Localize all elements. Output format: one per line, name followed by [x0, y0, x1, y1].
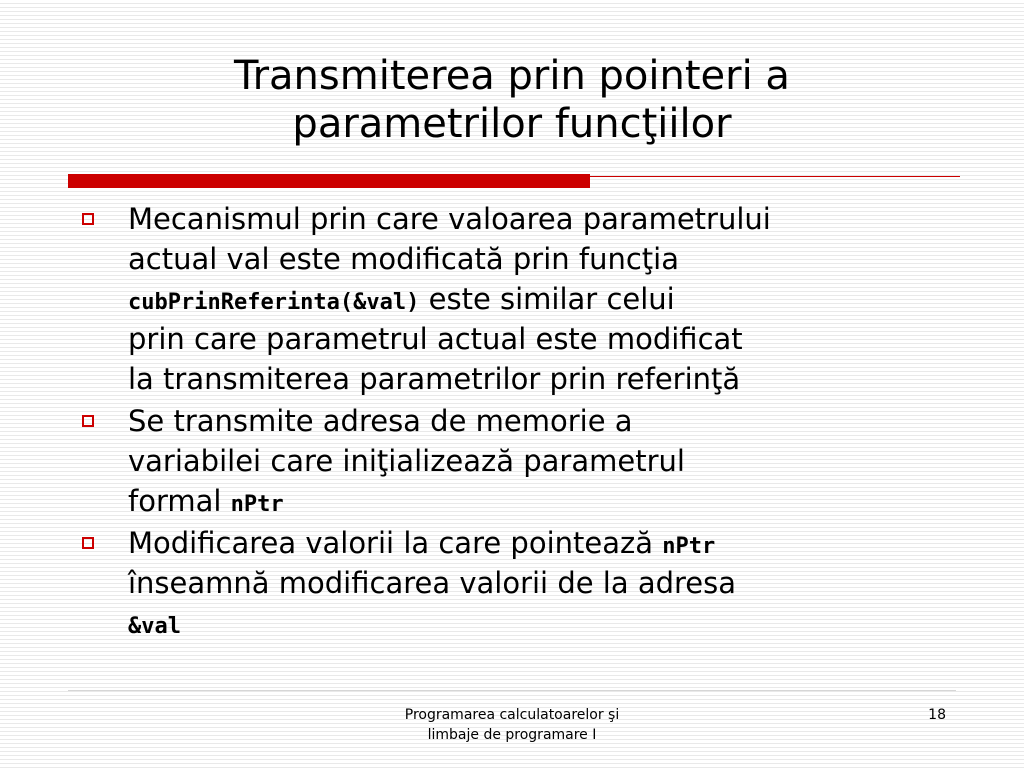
bullet-1-line-1: Mecanismul prin care valoarea parametrului [128, 202, 771, 236]
bullet-item-2 [80, 401, 960, 521]
code-nPtr: nPtr [230, 492, 284, 517]
bullet-2-line-1: Se transmite adresa de memorie a [128, 404, 633, 438]
hollow-square-bullet-icon [82, 415, 94, 427]
footer-divider [68, 690, 956, 691]
bullet-item-1 [80, 199, 960, 399]
bullet-3-line-3 [128, 603, 960, 643]
title-underline-thin [590, 176, 960, 177]
bullet-list [80, 199, 960, 645]
bullet-2-line-3 [128, 481, 960, 521]
bullet-3-line-1 [128, 523, 960, 563]
bullet-1-line-2: actual val este modificată prin funcţia [128, 242, 679, 276]
slide-title-line-1: Transmiterea prin pointeri a [234, 53, 790, 99]
hollow-square-bullet-icon [82, 537, 94, 549]
footer-line-1: Programarea calculatoarelor şi [404, 707, 620, 723]
slide-title [70, 52, 954, 148]
hollow-square-bullet-icon [82, 213, 94, 225]
footer-line-2: limbaje de programare I [427, 727, 597, 743]
code-cubPrinReferinta: cubPrinReferinta(&val) [128, 290, 420, 315]
code-val-address: &val [128, 614, 181, 639]
bullet-1-line-4: prin care parametrul actual este modificat [128, 322, 743, 356]
bullet-2-line-3-text: formal [128, 484, 231, 518]
bullet-3-line-1-text: Modificarea valorii la care pointează [128, 526, 663, 560]
footer-course-title [330, 705, 694, 745]
bullet-3-line-2: înseamnă modificarea valorii de la adresa [128, 566, 737, 600]
bullet-2-line-2: variabilei care iniţializează parametrul [128, 444, 685, 478]
title-underline-thick [68, 174, 590, 188]
bullet-1-line-3-text: este similar celui [419, 282, 675, 316]
page-number: 18 [928, 707, 946, 723]
slide-title-line-2: parametrilor funcţiilor [292, 101, 732, 147]
bullet-1-line-3 [128, 279, 960, 319]
bullet-item-3 [80, 523, 960, 643]
bullet-1-line-5: la transmiterea parametrilor prin referinţă [128, 362, 741, 396]
code-nPtr: nPtr [662, 534, 716, 559]
